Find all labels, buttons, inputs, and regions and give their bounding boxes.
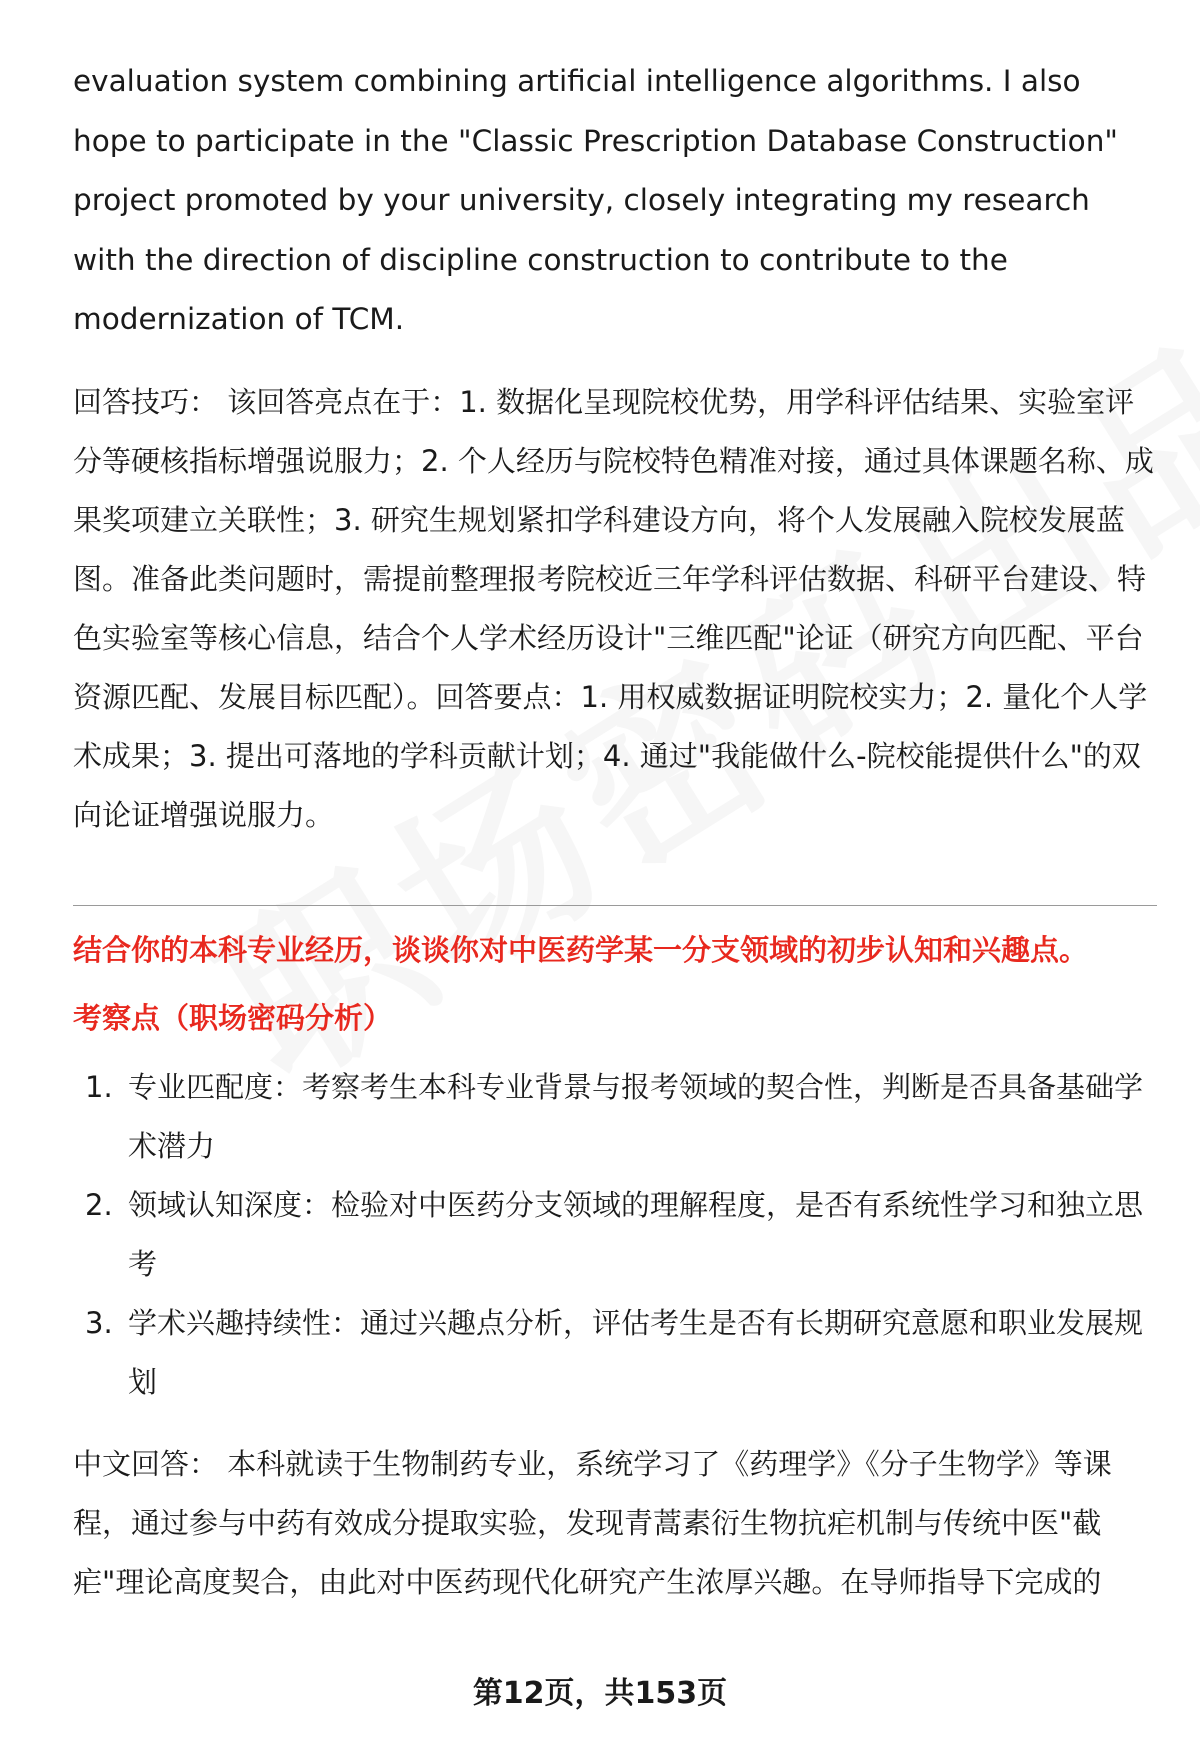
tips-paragraph: 回答技巧： 该回答亮点在于：1. 数据化呈现院校优势，用学科评估结果、实验室评分等硬核指标增强说服力；2. 个人经历与院校特色精准对接，通过具体课题名称、成果奖项建立关联性；3. 研究生规划紧扣学科建设方向，将个人发展融入院校发展蓝图。准备此类问题时，需提前整理报考院校近三年学科评估数据、科研平台建设、特色实验室等核心信息，结合个人学术经历设计"三维匹配"论证（研究方向匹配、平台资源匹配、发展目标匹配）。回答要点：1. 用权威数据证明院校实力；2. 量化个人学术成果；3. 提出可落地的学科贡献计划；4. 通过"我能做什么-院校能提供什么"的双向论证增强说服力。 [73,384,1154,832]
list-item-number: 3. [85,1306,113,1340]
list-item [73,1176,1158,1294]
top-content [73,52,1158,845]
list-item [73,1058,1158,1176]
list-item [73,1294,1158,1412]
question-heading: 结合你的本科专业经历，谈谈你对中医药学某一分支领域的初步认知和兴趣点。 [73,933,1089,967]
intro-paragraph-en: evaluation system combining artificial intelligence algorithms. I also hope to participate in the "Classic Prescription Database Construction" project promoted by your university, closely integrating my research with the direction of discipline construction to contribute to the modernization of TCM. [73,64,1118,336]
list-item-text: 学术兴趣持续性：通过兴趣点分析，评估考生是否有长期研究意愿和职业发展规划 [128,1306,1144,1399]
answer-paragraph: 中文回答： 本科就读于生物制药专业，系统学习了《药理学》《分子生物学》等课程，通过参与中药有效成分提取实验，发现青蒿素衍生物抗疟机制与传统中医"截疟"理论高度契合，由此对中医药现代化研究产生浓厚兴趣。在导师指导下完成的 [73,1447,1112,1599]
section-divider [73,905,1157,906]
page-footer: 第12页，共153页 [472,1676,728,1711]
list-item-number: 2. [85,1188,113,1222]
list-item-text: 领域认知深度：检验对中医药分支领域的理解程度，是否有系统性学习和独立思考 [128,1188,1144,1281]
assessment-subheading: 考察点（职场密码分析） [73,1001,393,1035]
list-item-number: 1. [85,1070,113,1104]
list-item-text: 专业匹配度：考察考生本科专业背景与报考领域的契合性，判断是否具备基础学术潜力 [128,1070,1144,1163]
question-section [73,930,1158,1612]
assessment-list [73,1058,1158,1412]
